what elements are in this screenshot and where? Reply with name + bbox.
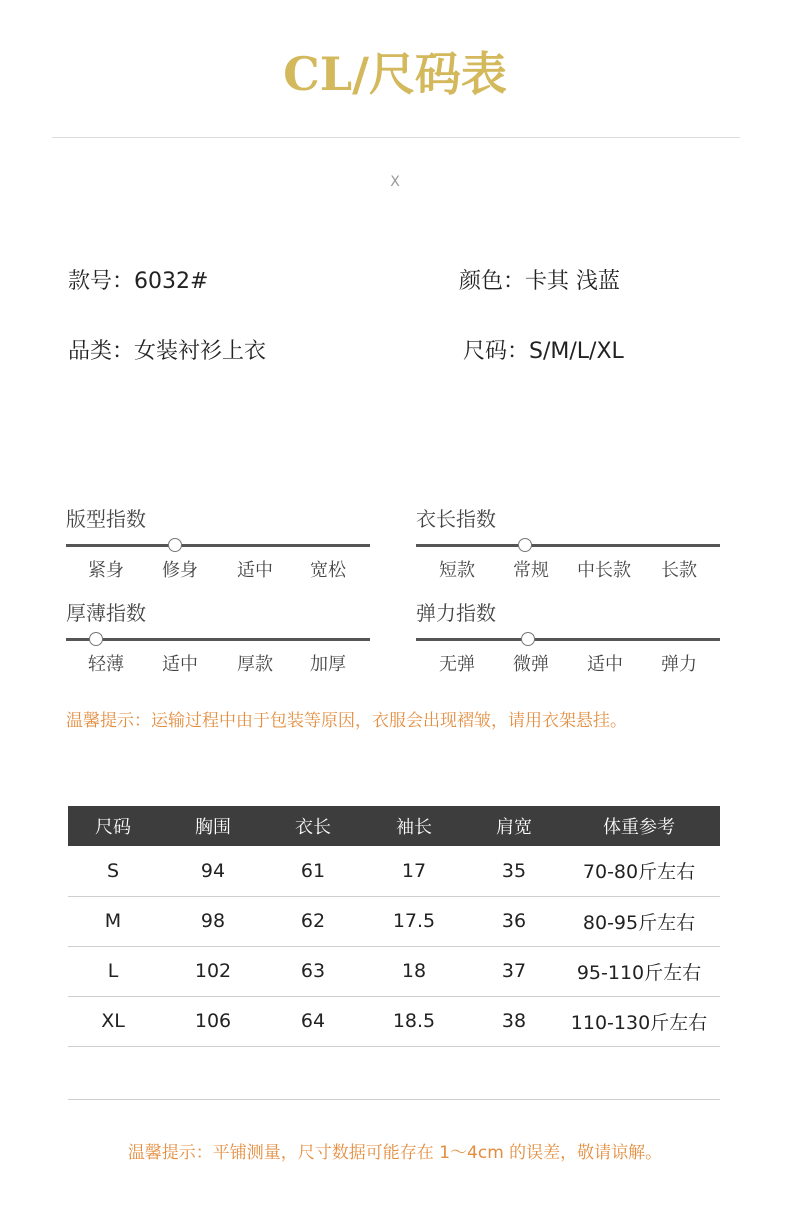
index-title: 弹力指数 <box>416 601 496 625</box>
index-option: 紧身 <box>88 560 124 581</box>
title-divider <box>52 137 740 138</box>
index-option: 无弹 <box>439 654 475 675</box>
header-chest: 胸围 <box>158 806 268 846</box>
index-track <box>416 638 720 641</box>
index-option: 厚款 <box>237 654 273 675</box>
cell-chest: 98 <box>158 896 268 946</box>
index-knob <box>521 632 535 646</box>
page-title: CL/尺码表 <box>283 47 507 101</box>
table-header-row <box>68 806 720 846</box>
category-info: 品类：女装衬衫上衣 <box>68 339 267 364</box>
cell-size: M <box>68 896 158 946</box>
cell-weight: 80-95斤左右 <box>558 896 720 946</box>
index-knob <box>89 632 103 646</box>
cell-length: 63 <box>268 946 358 996</box>
length-index <box>416 506 720 585</box>
index-option: 适中 <box>587 654 623 675</box>
index-option: 中长款 <box>577 560 631 581</box>
index-option: 常规 <box>513 560 549 581</box>
cell-shoulder: 35 <box>470 846 558 896</box>
size-table <box>68 806 720 1047</box>
index-knob <box>168 538 182 552</box>
index-option: 加厚 <box>310 654 346 675</box>
cell-sleeve: 18 <box>358 946 470 996</box>
index-track <box>416 544 720 547</box>
header-sleeve: 袖长 <box>358 806 470 846</box>
index-option: 适中 <box>162 654 198 675</box>
header-shoulder: 肩宽 <box>470 806 558 846</box>
table-row <box>68 896 720 946</box>
cell-weight: 95-110斤左右 <box>558 946 720 996</box>
table-row <box>68 946 720 996</box>
header-length: 衣长 <box>268 806 358 846</box>
color-info: 颜色：卡其 浅蓝 <box>459 269 620 294</box>
style-number: 款号：6032# <box>68 269 209 294</box>
cell-length: 62 <box>268 896 358 946</box>
cell-chest: 106 <box>158 996 268 1046</box>
cell-chest: 94 <box>158 846 268 896</box>
index-option: 宽松 <box>310 560 346 581</box>
cell-weight: 70-80斤左右 <box>558 846 720 896</box>
index-knob <box>518 538 532 552</box>
cell-sleeve: 17 <box>358 846 470 896</box>
cell-chest: 102 <box>158 946 268 996</box>
fit-index <box>66 506 370 585</box>
size-info: 尺码：S/M/L/XL <box>463 339 624 364</box>
index-option: 修身 <box>162 560 198 581</box>
header-weight: 体重参考 <box>558 806 720 846</box>
index-option: 微弹 <box>513 654 549 675</box>
elasticity-index <box>416 600 720 679</box>
header-size: 尺码 <box>68 806 158 846</box>
index-track <box>66 638 370 641</box>
cell-length: 61 <box>268 846 358 896</box>
index-track <box>66 544 370 547</box>
thickness-index <box>66 600 370 679</box>
table-row <box>68 996 720 1046</box>
index-title: 厚薄指数 <box>66 601 146 625</box>
index-option: 短款 <box>439 560 475 581</box>
measure-tip: 温馨提示：平铺测量，尺寸数据可能存在 1～4cm 的误差，敬请谅解。 <box>127 1143 663 1163</box>
index-option: 适中 <box>237 560 273 581</box>
cell-shoulder: 38 <box>470 996 558 1046</box>
cell-shoulder: 37 <box>470 946 558 996</box>
cell-shoulder: 36 <box>470 896 558 946</box>
cell-size: L <box>68 946 158 996</box>
index-title: 衣长指数 <box>416 507 496 531</box>
index-option: 弹力 <box>661 654 697 675</box>
cell-size: XL <box>68 996 158 1046</box>
bottom-divider <box>68 1099 720 1100</box>
cell-sleeve: 17.5 <box>358 896 470 946</box>
cell-length: 64 <box>268 996 358 1046</box>
index-option: 长款 <box>661 560 697 581</box>
cell-size: S <box>68 846 158 896</box>
index-option: 轻薄 <box>88 654 124 675</box>
index-title: 版型指数 <box>66 507 146 531</box>
cell-sleeve: 18.5 <box>358 996 470 1046</box>
x-mark: X <box>390 174 400 190</box>
table-row <box>68 846 720 896</box>
shipping-tip: 温馨提示：运输过程中由于包装等原因，衣服会出现褶皱，请用衣架悬挂。 <box>66 711 627 731</box>
cell-weight: 110-130斤左右 <box>558 996 720 1046</box>
